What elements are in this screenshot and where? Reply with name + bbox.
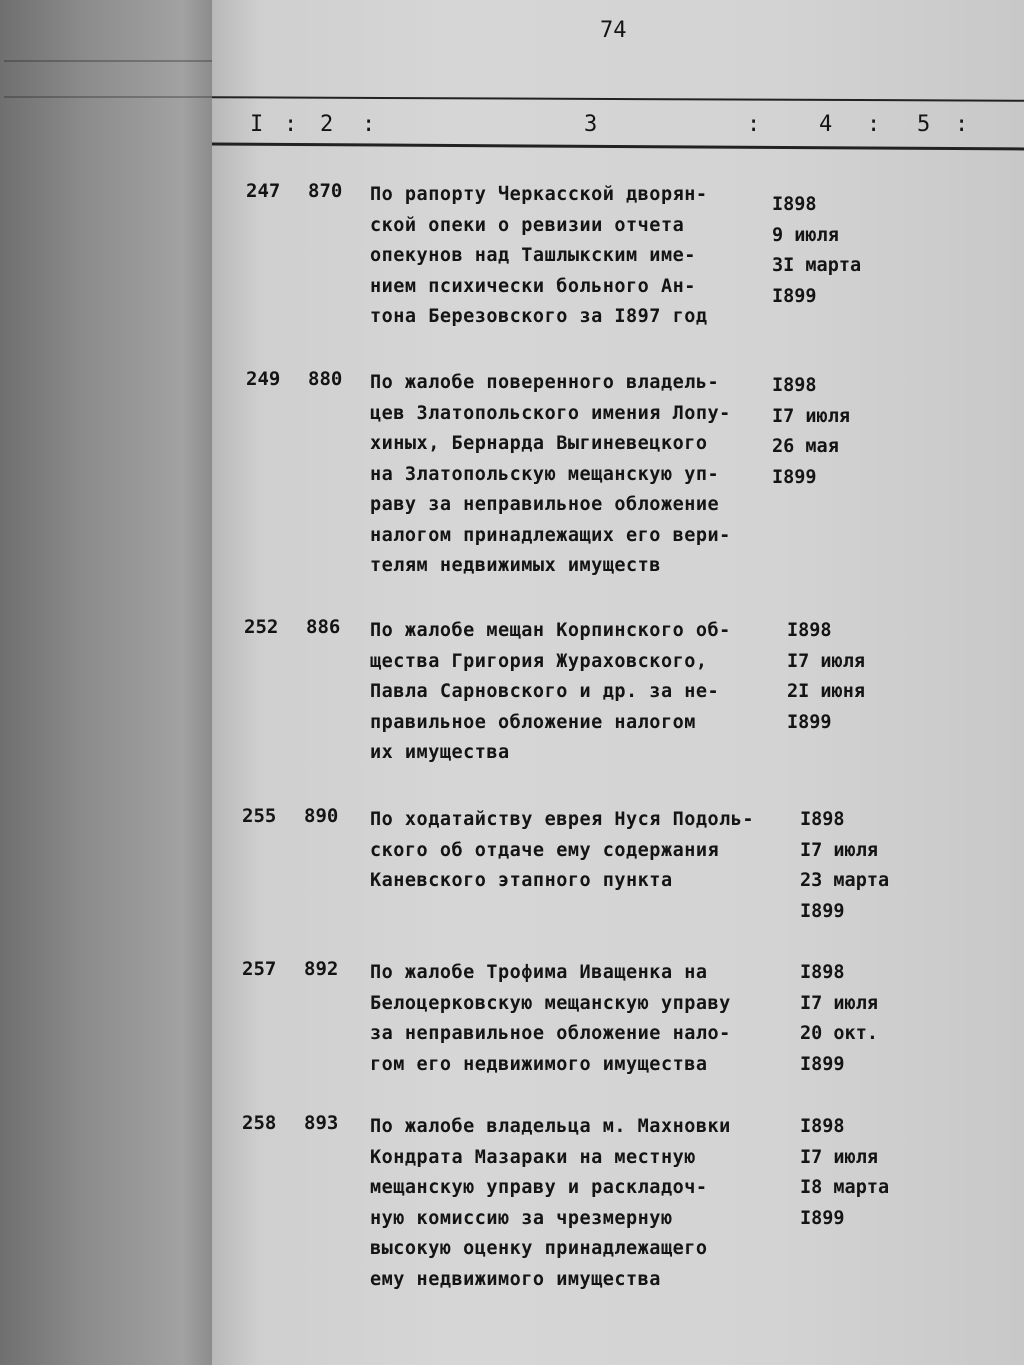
case-number: 870 bbox=[308, 180, 343, 202]
date-line: I899 bbox=[800, 900, 845, 922]
description-line: По жалобе Трофима Иващенка на bbox=[370, 962, 708, 983]
description-line: Каневского этапного пункта bbox=[370, 870, 673, 891]
date-line: 20 окт. bbox=[800, 1023, 878, 1044]
case-dates bbox=[787, 616, 865, 738]
description-line: высокую оценку принадлежащего bbox=[370, 1238, 708, 1259]
case-number: 890 bbox=[304, 805, 339, 827]
fond-number: 257 bbox=[242, 958, 277, 980]
description-line: По жалобе мещан Корпинского об- bbox=[370, 620, 731, 641]
description-line: щества Григория Жураховского, bbox=[370, 650, 708, 672]
description-line: на Златопольскую мещанскую уп- bbox=[370, 463, 720, 485]
date-line: I899 bbox=[787, 711, 832, 733]
header-col4: 4 bbox=[819, 112, 833, 137]
description-line: Павла Сарновского и др. за не- bbox=[370, 681, 720, 702]
fond-number: 252 bbox=[244, 616, 279, 638]
facing-page-rule bbox=[4, 96, 214, 98]
description-line: ему недвижимого имущества bbox=[370, 1268, 661, 1290]
header-separator: : bbox=[284, 112, 298, 137]
case-description bbox=[370, 958, 790, 1080]
document-page bbox=[212, 0, 1024, 1365]
description-line: цев Златопольского имения Лопу- bbox=[370, 402, 731, 424]
date-line: I898 bbox=[800, 962, 845, 983]
date-line: I899 bbox=[772, 285, 817, 307]
case-dates bbox=[800, 1112, 889, 1234]
case-dates bbox=[772, 190, 861, 312]
case-number: 893 bbox=[304, 1112, 339, 1134]
description-line: за неправильное обложение нало- bbox=[370, 1023, 731, 1044]
case-description bbox=[370, 1112, 790, 1295]
date-line: I7 июля bbox=[800, 1146, 878, 1168]
case-dates bbox=[800, 805, 889, 927]
date-line: I898 bbox=[772, 194, 817, 215]
date-line: I7 июля bbox=[800, 839, 878, 861]
header-col5: 5 bbox=[917, 112, 931, 137]
description-line: их имущества bbox=[370, 742, 510, 763]
header-rule-top bbox=[212, 96, 1024, 102]
case-description bbox=[370, 368, 790, 582]
header-col3: 3 bbox=[584, 112, 598, 137]
fond-number: 249 bbox=[246, 368, 281, 390]
header-col1: I bbox=[250, 112, 264, 137]
header-separator: : bbox=[955, 112, 969, 137]
page-number: 74 bbox=[600, 18, 627, 43]
description-line: Кондрата Мазараки на местную bbox=[370, 1146, 696, 1168]
date-line: 2I июня bbox=[787, 681, 865, 702]
header-separator: : bbox=[747, 112, 761, 137]
description-line: По жалобе владельца м. Махновки bbox=[370, 1116, 731, 1137]
date-line: 23 марта bbox=[800, 870, 890, 891]
date-line: 26 мая bbox=[772, 436, 839, 457]
case-description bbox=[370, 805, 790, 897]
date-line: I899 bbox=[800, 1053, 845, 1075]
fond-number: 255 bbox=[242, 805, 277, 827]
date-line: I898 bbox=[800, 809, 845, 830]
facing-page-rule bbox=[4, 60, 214, 62]
description-line: телям недвижимых имуществ bbox=[370, 555, 661, 576]
case-number: 880 bbox=[308, 368, 343, 390]
fond-number: 258 bbox=[242, 1112, 277, 1134]
header-separator: : bbox=[362, 112, 376, 137]
description-line: гом его недвижимого имущества bbox=[370, 1053, 708, 1075]
case-number: 892 bbox=[304, 958, 339, 980]
header-separator: : bbox=[867, 112, 881, 137]
case-description bbox=[370, 616, 790, 769]
description-line: По жалобе поверенного владель- bbox=[370, 372, 720, 393]
description-line: ского об отдаче ему содержания bbox=[370, 839, 720, 861]
description-line: хиных, Бернарда Выгиневецкого bbox=[370, 433, 708, 454]
facing-page bbox=[0, 0, 215, 1365]
case-description bbox=[370, 180, 790, 333]
date-line: I898 bbox=[800, 1116, 845, 1137]
date-line: I898 bbox=[787, 620, 832, 641]
description-line: ской опеки о ревизии отчета bbox=[370, 214, 685, 236]
date-line: 9 июля bbox=[772, 224, 839, 246]
case-dates bbox=[800, 958, 878, 1080]
date-line: I7 июля bbox=[772, 405, 850, 427]
date-line: 3I марта bbox=[772, 255, 862, 276]
header-col2: 2 bbox=[320, 112, 334, 137]
description-line: Белоцерковскую мещанскую управу bbox=[370, 992, 731, 1014]
description-line: По ходатайству еврея Нуся Подоль- bbox=[370, 809, 755, 830]
description-line: По рапорту Черкасской дворян- bbox=[370, 184, 708, 205]
column-header bbox=[212, 112, 1024, 142]
date-line: I898 bbox=[772, 375, 817, 396]
description-line: налогом принадлежащих его вери- bbox=[370, 524, 731, 546]
fond-number: 247 bbox=[246, 180, 281, 202]
description-line: раву за неправильное обложение bbox=[370, 494, 720, 515]
date-line: I899 bbox=[800, 1207, 845, 1229]
description-line: опекунов над Ташлыкским име- bbox=[370, 245, 696, 266]
case-number: 886 bbox=[306, 616, 341, 638]
header-rule-bottom bbox=[212, 143, 1024, 151]
date-line: I7 июля bbox=[787, 650, 865, 672]
description-line: нием психически больного Ан- bbox=[370, 275, 696, 297]
case-dates bbox=[772, 371, 850, 493]
description-line: тона Березовского за I897 год bbox=[370, 306, 708, 327]
description-line: мещанскую управу и раскладоч- bbox=[370, 1177, 708, 1198]
date-line: I7 июля bbox=[800, 992, 878, 1014]
date-line: I899 bbox=[772, 466, 817, 488]
description-line: ную комиссию за чрезмерную bbox=[370, 1207, 673, 1229]
date-line: I8 марта bbox=[800, 1177, 890, 1198]
description-line: правильное обложение налогом bbox=[370, 711, 696, 733]
